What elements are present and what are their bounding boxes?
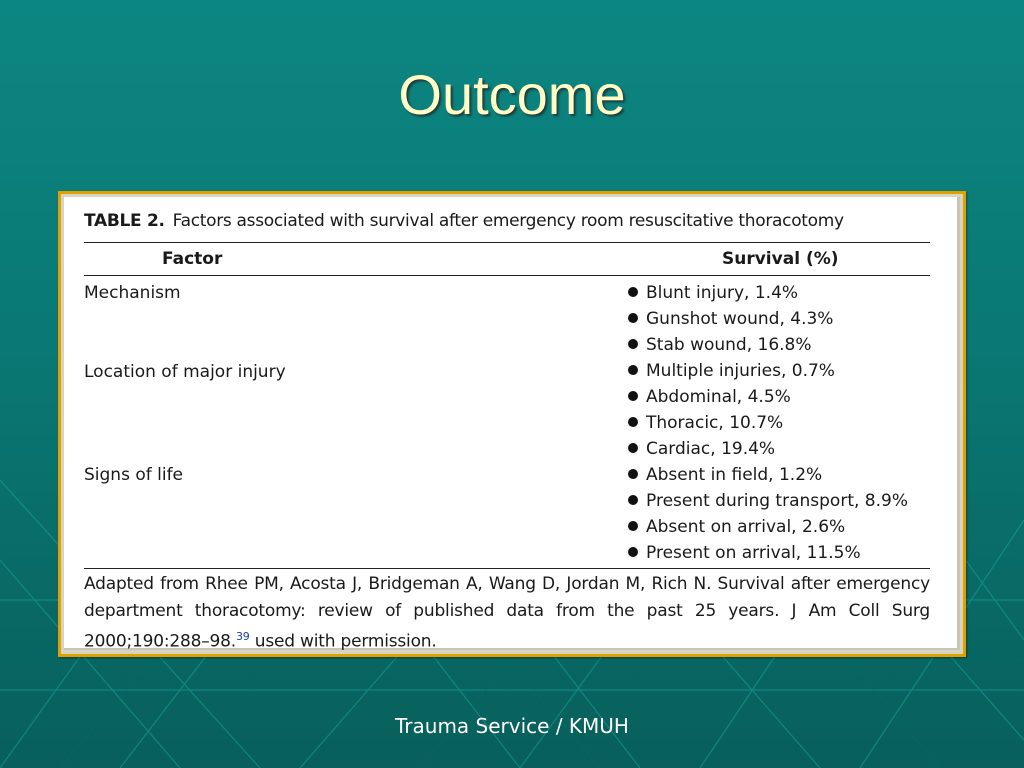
factor-mechanism: Mechanism (84, 283, 181, 303)
table-image-frame (58, 191, 966, 657)
column-header-factor: Factor (162, 249, 223, 269)
slide-title: Outcome (398, 63, 626, 126)
table-header-rule (84, 275, 930, 276)
bullet-icon (628, 521, 638, 531)
factor-location: Location of major injury (84, 362, 286, 382)
bullet-icon (628, 495, 638, 505)
table-top-rule (84, 242, 930, 243)
survival-table (64, 197, 960, 650)
survival-item: Abdominal, 4.5% (628, 384, 791, 410)
survival-item: Present on arrival, 11.5% (628, 540, 861, 566)
footnote-suffix: used with permission. (249, 631, 437, 652)
footnote-reference: 39 (235, 630, 250, 643)
bullet-icon (628, 287, 638, 297)
bullet-icon (628, 547, 638, 557)
bullet-icon (628, 313, 638, 323)
bullet-icon (628, 391, 638, 401)
table-caption-text: Factors associated with survival after emergency room resuscitative thoracotomy (172, 211, 844, 231)
bullet-icon (628, 339, 638, 349)
bullet-icon (628, 469, 638, 479)
bullet-icon (628, 365, 638, 375)
survival-item: Absent in field, 1.2% (628, 462, 822, 488)
bullet-icon (628, 443, 638, 453)
survival-item: Blunt injury, 1.4% (628, 280, 798, 306)
bullet-icon (628, 417, 638, 427)
survival-item: Multiple injuries, 0.7% (628, 358, 835, 384)
survival-item: Absent on arrival, 2.6% (628, 514, 845, 540)
survival-item: Present during transport, 8.9% (628, 488, 908, 514)
table-label: TABLE 2. (84, 211, 165, 231)
survival-item: Cardiac, 19.4% (628, 436, 775, 462)
survival-item: Thoracic, 10.7% (628, 410, 783, 436)
survival-item: Stab wound, 16.8% (628, 332, 812, 358)
table-caption (84, 211, 844, 231)
column-header-survival: Survival (%) (722, 249, 839, 269)
table-footnote (84, 571, 930, 655)
factor-signs-of-life: Signs of life (84, 465, 184, 485)
table-bottom-rule (84, 568, 930, 569)
slide-footer: Trauma Service / KMUH (395, 714, 629, 738)
footnote-text: Adapted from Rhee PM, Acosta J, Bridgeman A, Wang D, Jordan M, Rich N. Survival after emergency department thoracotomy: review of published data from the past 25 years. J Am Coll Surg 2000;190:288–98. (84, 574, 930, 652)
survival-item: Gunshot wound, 4.3% (628, 306, 833, 332)
